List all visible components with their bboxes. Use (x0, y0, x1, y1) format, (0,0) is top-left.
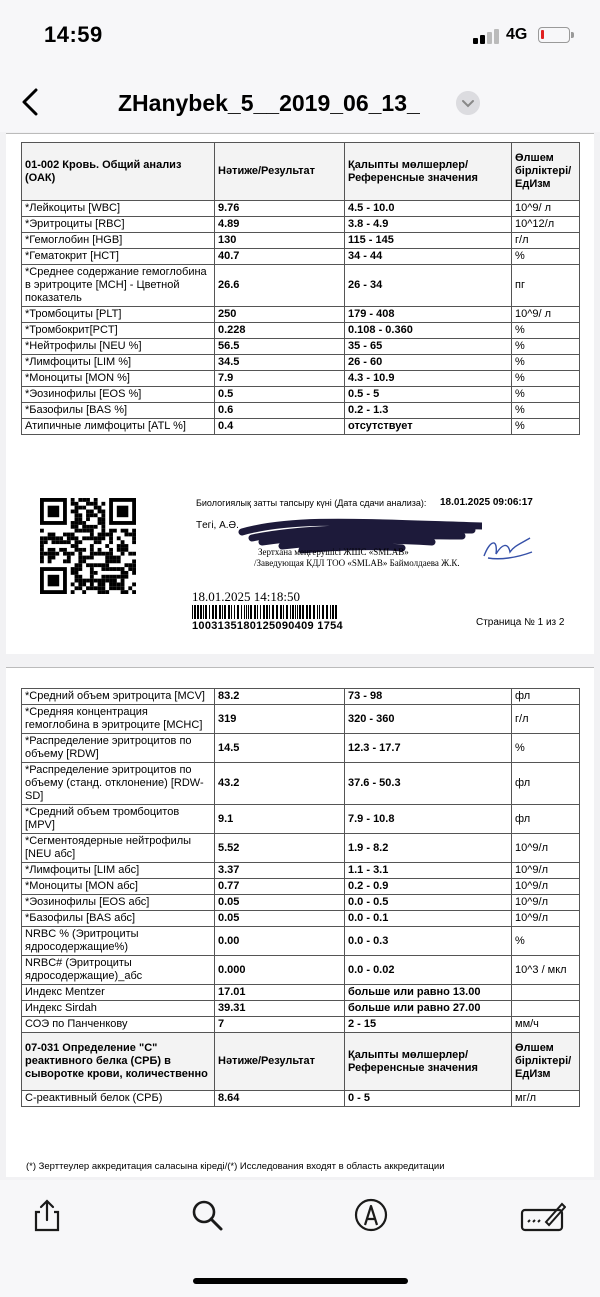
row-ref: 7.9 - 10.8 (345, 805, 512, 834)
row-ref: 73 - 98 (345, 689, 512, 705)
table-row (22, 419, 580, 435)
document-title[interactable]: ZHanybek_5__2019_06_13_ (118, 90, 420, 116)
row-ref: 1.1 - 3.1 (345, 863, 512, 879)
table-row (22, 863, 580, 879)
row-unit: фл (512, 805, 580, 834)
row-unit: % (512, 355, 580, 371)
row-unit: 10^9/ л (512, 307, 580, 323)
bio-label: Биологиялық затты тапсыру күні (Дата сдачи анализа): (196, 498, 427, 508)
row-unit: 10^9/л (512, 834, 580, 863)
header-ref: Қалыпты мөлшерлер/Референсные значения (345, 143, 512, 201)
row-unit: % (512, 419, 580, 435)
row-name: С-реактивный белок (СРБ) (22, 1091, 215, 1107)
document-page-1 (6, 133, 594, 654)
row-ref: 26 - 60 (345, 355, 512, 371)
nav-bar (0, 70, 600, 132)
clock: 14:59 (44, 22, 103, 47)
barcode (192, 605, 340, 619)
row-unit: пг (512, 265, 580, 307)
row-name: Атипичные лимфоциты [ATL %] (22, 419, 215, 435)
row-unit: % (512, 339, 580, 355)
row-name: *Средний объем эритроцита [MCV] (22, 689, 215, 705)
row-name: *Сегментоядерные нейтрофилы [NEU абс] (22, 834, 215, 863)
row-unit: 10^12/л (512, 217, 580, 233)
results-table-2 (21, 688, 580, 1107)
table-row (22, 1001, 580, 1017)
table-row (22, 1091, 580, 1107)
row-unit (512, 985, 580, 1001)
row-unit: % (512, 927, 580, 956)
row-result: 17.01 (215, 985, 345, 1001)
row-ref: 0.5 - 5 (345, 387, 512, 403)
row-unit: 10^3 / мкл (512, 956, 580, 985)
row-unit: % (512, 323, 580, 339)
row-result: 0.77 (215, 879, 345, 895)
row-ref: 320 - 360 (345, 705, 512, 734)
row-ref: 0.0 - 0.02 (345, 956, 512, 985)
row-unit: 10^9/л (512, 895, 580, 911)
row-ref: 179 - 408 (345, 307, 512, 323)
row-name: *Эритроциты [RBC] (22, 217, 215, 233)
signature-icon[interactable] (520, 1198, 566, 1232)
results-table-1 (21, 142, 580, 435)
row-unit: г/л (512, 705, 580, 734)
row-result: 26.6 (215, 265, 345, 307)
table-row (22, 763, 580, 805)
table-row (22, 895, 580, 911)
row-unit: 10^9/л (512, 863, 580, 879)
row-ref: 0.0 - 0.3 (345, 927, 512, 956)
row-name: *Эозинофилы [EOS абс] (22, 895, 215, 911)
status-bar (0, 0, 600, 70)
lab-head-kz: Зертхана меңгерушісі ЖШС «SMLAB» (258, 547, 409, 557)
row-result: 3.37 (215, 863, 345, 879)
row-ref: отсутствует (345, 419, 512, 435)
table-row (22, 233, 580, 249)
markup-icon[interactable] (354, 1198, 388, 1232)
header-test: 01-002 Кровь. Общий анализ (ОАК) (22, 143, 215, 201)
table-row (22, 927, 580, 956)
row-name: *Среднее содержание гемоглобина в эритроците [MCH] - Цветной показатель (22, 265, 215, 307)
row-name: *Лейкоциты [WBC] (22, 201, 215, 217)
network-label: 4G (506, 26, 528, 43)
row-result: 39.31 (215, 1001, 345, 1017)
row-name: Индекс Sirdah (22, 1001, 215, 1017)
row-ref: 115 - 145 (345, 233, 512, 249)
row-result: 130 (215, 233, 345, 249)
row-unit: мг/л (512, 1091, 580, 1107)
table-row (22, 323, 580, 339)
row-name: *Тромбокрит[PCT] (22, 323, 215, 339)
back-arrow-icon[interactable] (20, 88, 40, 116)
table-row (22, 956, 580, 985)
footnote: (*) Зерттеулер аккредитация саласына кіреді/(*) Исследования входят в область аккредитации (26, 1161, 445, 1172)
row-result: 34.5 (215, 355, 345, 371)
row-name: *Гемоглобин [HGB] (22, 233, 215, 249)
row-result: 319 (215, 705, 345, 734)
row-result: 7.9 (215, 371, 345, 387)
row-unit: % (512, 403, 580, 419)
row-name: *Нейтрофилы [NEU %] (22, 339, 215, 355)
row-unit: % (512, 734, 580, 763)
table-row (22, 249, 580, 265)
document-page-2 (6, 667, 594, 1177)
header-ref-crp: Қалыпты мөлшерлер/Референсные значения (345, 1033, 512, 1091)
qr-code (40, 498, 136, 594)
row-unit: фл (512, 763, 580, 805)
row-ref: 0.2 - 1.3 (345, 403, 512, 419)
header-test-crp: 07-031 Определение "С" реактивного белка (СРБ) в сыворотке крови, количественно (22, 1033, 215, 1091)
row-unit (512, 1001, 580, 1017)
row-result: 9.1 (215, 805, 345, 834)
row-result: 0.05 (215, 895, 345, 911)
crp-table-header (22, 1033, 580, 1091)
row-result: 250 (215, 307, 345, 323)
table-row (22, 387, 580, 403)
table-row (22, 834, 580, 863)
print-datetime: 18.01.2025 14:18:50 (192, 589, 300, 604)
row-ref: больше или равно 13.00 (345, 985, 512, 1001)
row-ref: 0.0 - 0.1 (345, 911, 512, 927)
row-result: 4.89 (215, 217, 345, 233)
table-row (22, 911, 580, 927)
header-result: Нәтиже/Результат (215, 143, 345, 201)
share-icon[interactable] (30, 1198, 64, 1232)
row-unit: % (512, 387, 580, 403)
row-result: 7 (215, 1017, 345, 1033)
table-row (22, 403, 580, 419)
table-row (22, 805, 580, 834)
search-icon[interactable] (190, 1198, 224, 1232)
row-ref: 34 - 44 (345, 249, 512, 265)
row-name: *Распределение эритроцитов по объему (станд. отклонение) [RDW-SD] (22, 763, 215, 805)
header-unit-crp: Өлшем бірліктері/ ЕдИзм (512, 1033, 580, 1091)
signal-icon (473, 28, 501, 44)
row-ref: 1.9 - 8.2 (345, 834, 512, 863)
row-ref: 0.108 - 0.360 (345, 323, 512, 339)
row-ref: 37.6 - 50.3 (345, 763, 512, 805)
row-name: *Распределение эритроцитов по объему [RDW] (22, 734, 215, 763)
row-ref: 35 - 65 (345, 339, 512, 355)
row-ref: 3.8 - 4.9 (345, 217, 512, 233)
battery-icon (538, 27, 570, 43)
row-result: 56.5 (215, 339, 345, 355)
lab-head-ru: /Заведующая КДЛ ТОО «SMLAB» Баймолдаева Ж.К. (254, 558, 460, 568)
row-ref: 0.0 - 0.5 (345, 895, 512, 911)
row-name: NRBC# (Эритроциты ядросодержащие)_абс (22, 956, 215, 985)
row-result: 0.000 (215, 956, 345, 985)
row-result: 43.2 (215, 763, 345, 805)
row-unit: % (512, 249, 580, 265)
row-ref: 4.3 - 10.9 (345, 371, 512, 387)
row-unit: фл (512, 689, 580, 705)
row-result: 0.00 (215, 927, 345, 956)
row-result: 14.5 (215, 734, 345, 763)
row-ref: 2 - 15 (345, 1017, 512, 1033)
row-ref: 12.3 - 17.7 (345, 734, 512, 763)
row-result: 8.64 (215, 1091, 345, 1107)
table-row (22, 689, 580, 705)
row-unit: мм/ч (512, 1017, 580, 1033)
row-result: 83.2 (215, 689, 345, 705)
signature-block (192, 498, 572, 598)
signature-mark (480, 532, 536, 564)
row-unit: % (512, 371, 580, 387)
row-result: 9.76 (215, 201, 345, 217)
row-name: *Моноциты [MON абс] (22, 879, 215, 895)
row-result: 0.228 (215, 323, 345, 339)
page-number: Страница № 1 из 2 (476, 617, 565, 628)
table-row (22, 217, 580, 233)
table-row (22, 339, 580, 355)
row-name: *Базофилы [BAS %] (22, 403, 215, 419)
row-name: *Лимфоциты [LIM %] (22, 355, 215, 371)
row-name: *Лимфоциты [LIM абс] (22, 863, 215, 879)
row-name: NRBC % (Эритроциты ядросодержащие%) (22, 927, 215, 956)
row-ref: 4.5 - 10.0 (345, 201, 512, 217)
table-row (22, 371, 580, 387)
home-indicator (193, 1278, 408, 1284)
table-row (22, 201, 580, 217)
row-name: Индекс Mentzer (22, 985, 215, 1001)
row-ref: 0 - 5 (345, 1091, 512, 1107)
row-name: СОЭ по Панченкову (22, 1017, 215, 1033)
table-row (22, 705, 580, 734)
table-row (22, 265, 580, 307)
row-unit: 10^9/ л (512, 201, 580, 217)
header-result-crp: Нәтиже/Результат (215, 1033, 345, 1091)
bio-date: 18.01.2025 09:06:17 (440, 497, 533, 508)
row-name: *Гематокрит [HCT] (22, 249, 215, 265)
table-row (22, 985, 580, 1001)
row-result: 0.6 (215, 403, 345, 419)
patient-name-label: Tегі, А.Ә. (196, 520, 239, 531)
row-result: 40.7 (215, 249, 345, 265)
row-result: 0.5 (215, 387, 345, 403)
row-name: *Средняя концентрация гемоглобина в эритроците [MCHC] (22, 705, 215, 734)
header-unit: Өлшем бірліктері/ ЕдИзм (512, 143, 580, 201)
row-ref: 0.2 - 0.9 (345, 879, 512, 895)
row-name: *Моноциты [MON %] (22, 371, 215, 387)
row-unit: 10^9/л (512, 879, 580, 895)
row-name: *Базофилы [BAS абс] (22, 911, 215, 927)
table-row (22, 307, 580, 323)
table-row (22, 879, 580, 895)
table-header (22, 143, 580, 201)
row-ref: 26 - 34 (345, 265, 512, 307)
chevron-down-icon[interactable] (456, 91, 480, 115)
bottom-toolbar (0, 1180, 600, 1297)
barcode-number: 1003135180125090409 1754 (192, 620, 343, 632)
row-result: 0.4 (215, 419, 345, 435)
row-unit: 10^9/л (512, 911, 580, 927)
row-name: *Средний объем тромбоцитов [MPV] (22, 805, 215, 834)
row-name: *Тромбоциты [PLT] (22, 307, 215, 323)
row-result: 5.52 (215, 834, 345, 863)
row-unit: г/л (512, 233, 580, 249)
table-row (22, 734, 580, 763)
table-row (22, 355, 580, 371)
row-ref: больше или равно 27.00 (345, 1001, 512, 1017)
table-row (22, 1017, 580, 1033)
row-name: *Эозинофилы [EOS %] (22, 387, 215, 403)
row-result: 0.05 (215, 911, 345, 927)
